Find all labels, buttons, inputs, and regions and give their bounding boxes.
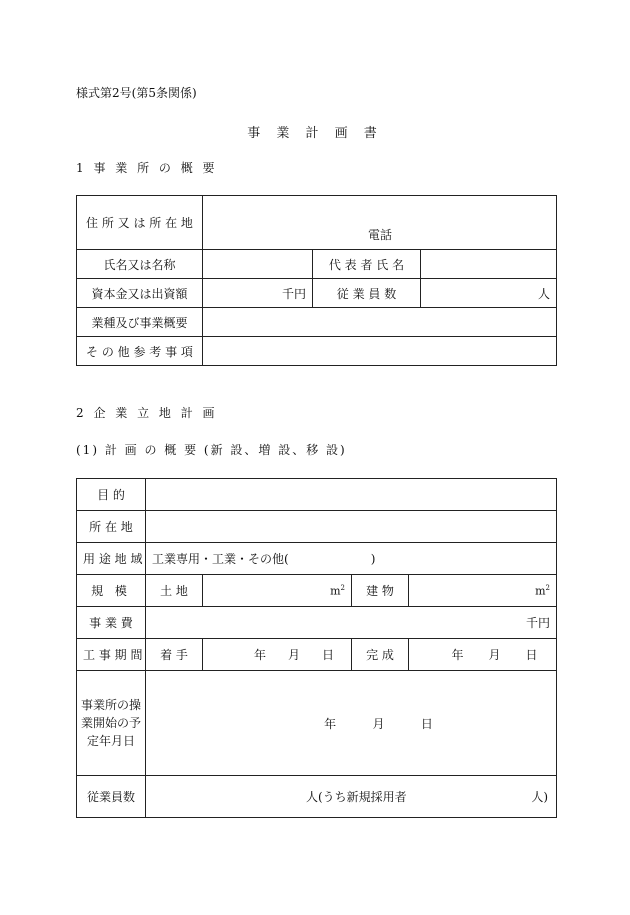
op-day: 日	[420, 716, 433, 731]
zoning-options: 工業専用・工業・その他(	[152, 552, 289, 566]
section2-heading: 2 企 業 立 地 計 画	[76, 406, 218, 420]
land-label: 土 地	[146, 575, 203, 607]
finish-date-field[interactable]	[409, 639, 557, 671]
finish-month: 月	[488, 648, 501, 662]
employees-field[interactable]	[421, 279, 557, 308]
plan-overview-table	[76, 478, 557, 818]
zoning-field[interactable]	[146, 543, 557, 575]
representative-label: 代 表 者 氏 名	[313, 250, 421, 279]
start-year: 年	[253, 648, 266, 662]
document-title: 事 業 計 画 書	[247, 126, 383, 141]
address-field[interactable]	[203, 196, 557, 250]
finish-day: 日	[525, 648, 538, 662]
finish-label: 完 成	[352, 639, 409, 671]
finish-year: 年	[451, 648, 464, 662]
building-area-field[interactable]	[409, 575, 557, 607]
section1-heading: 1 事 業 所 の 概 要	[76, 161, 218, 175]
start-label: 着 手	[146, 639, 203, 671]
land-area-sup: 2	[340, 583, 345, 592]
staff-close: 人)	[531, 790, 548, 804]
form-number-label: 様式第2号(第5条関係)	[76, 86, 197, 100]
cost-field[interactable]	[146, 607, 557, 639]
address-label: 住 所 又 は 所 在 地	[77, 196, 203, 250]
business-label: 業種及び事業概要	[77, 308, 203, 337]
capital-unit: 千円	[281, 286, 306, 301]
business-overview-table	[76, 195, 557, 366]
land-area-field[interactable]	[203, 575, 352, 607]
location-field[interactable]	[146, 511, 557, 543]
phone-label: 電話	[368, 227, 393, 242]
other-field[interactable]	[203, 337, 557, 366]
staff-label: 従業員数	[77, 776, 146, 818]
business-field[interactable]	[203, 308, 557, 337]
cost-unit: 千円	[525, 616, 550, 630]
purpose-label: 目 的	[77, 479, 146, 511]
op-year: 年	[324, 716, 337, 731]
capital-label: 資本金又は出資額	[77, 279, 203, 308]
op-month: 月	[372, 716, 385, 731]
building-area-sup: 2	[545, 583, 550, 592]
scale-label: 規 模	[77, 575, 146, 607]
start-day: 日	[321, 648, 334, 662]
other-label: そ の 他 参 考 事 項	[77, 337, 203, 366]
start-month: 月	[287, 648, 300, 662]
building-area-unit: m	[535, 584, 546, 598]
plan-overview-heading: (1) 計 画 の 概 要 (新 設、増 設、移 設)	[76, 443, 347, 457]
staff-field[interactable]	[146, 776, 557, 818]
employees-unit: 人	[538, 286, 551, 301]
name-label: 氏名又は名称	[77, 250, 203, 279]
period-label: 工 事 期 間	[77, 639, 146, 671]
start-date-field[interactable]	[203, 639, 352, 671]
zoning-label: 用 途 地 域	[77, 543, 146, 575]
zoning-close: )	[370, 552, 376, 566]
building-label: 建 物	[352, 575, 409, 607]
purpose-field[interactable]	[146, 479, 557, 511]
staff-value: 人(うち新規採用者	[306, 790, 407, 804]
name-field[interactable]	[203, 250, 313, 279]
capital-field[interactable]	[203, 279, 313, 308]
operation-start-label: 事業所の操業開始の予定年月日	[77, 671, 146, 776]
employees-label: 従 業 員 数	[313, 279, 421, 308]
operation-start-field[interactable]	[146, 671, 557, 776]
representative-field[interactable]	[421, 250, 557, 279]
location-label: 所 在 地	[77, 511, 146, 543]
cost-label: 事 業 費	[77, 607, 146, 639]
land-area-unit: m	[330, 584, 341, 598]
